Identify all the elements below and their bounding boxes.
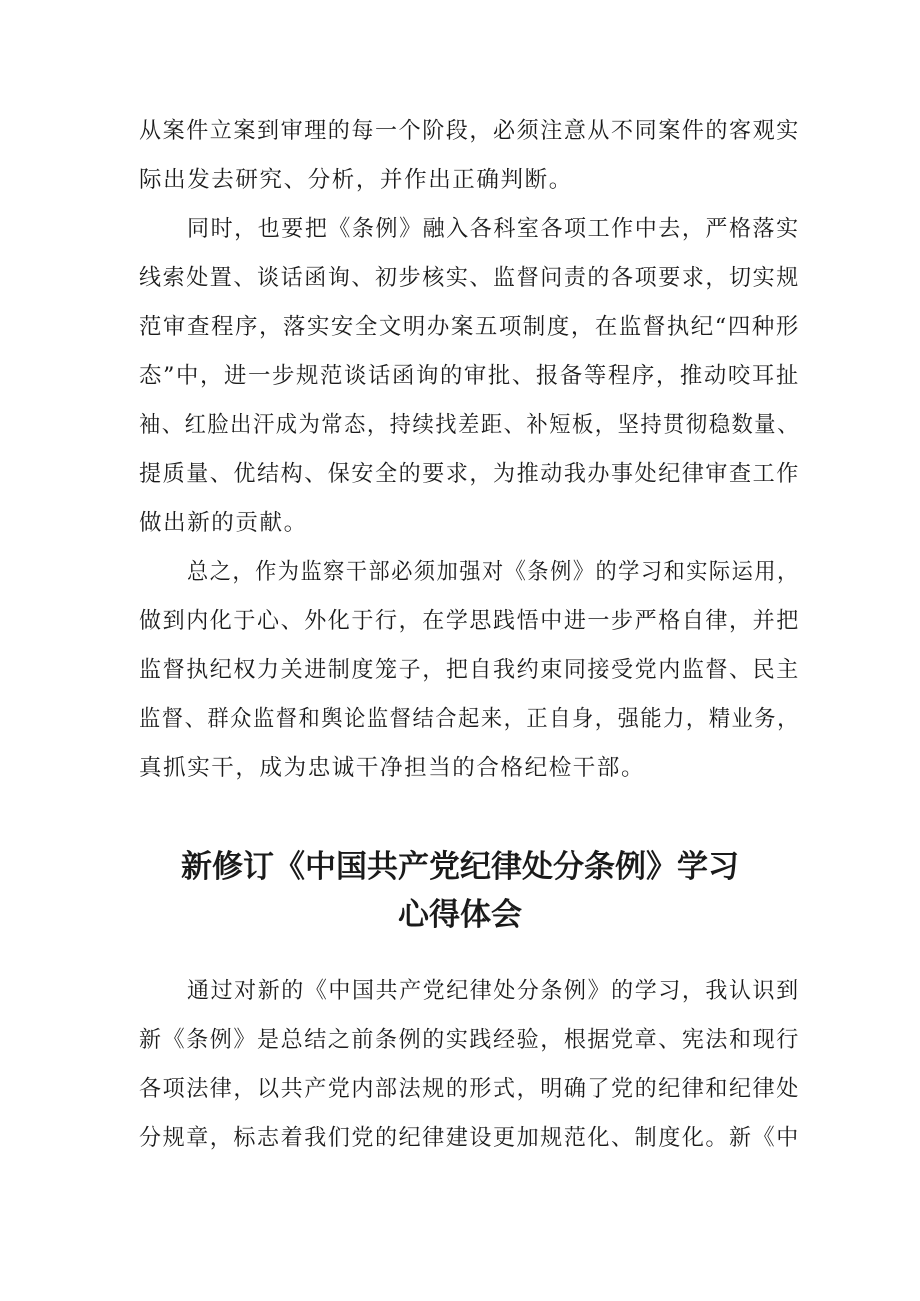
paragraph-3-line-5: 真抓实干，成为忠诚干净担当的合格纪检干部。 bbox=[139, 755, 646, 781]
paragraph-2-line-3: 范审查程序，落实安全文明办案五项制度，在监督执纪“四种形 bbox=[139, 314, 800, 340]
section-title-line-2: 心得体会 bbox=[398, 897, 522, 933]
paragraph-2-line-2: 线索处置、谈话函询、初步核实、监督问责的各项要求，切实规 bbox=[139, 265, 800, 291]
section-title-line-1: 新修订《中国共产党纪律处分条例》学习 bbox=[181, 849, 739, 885]
paragraph-2-line-6: 提质量、优结构、保安全的要求，为推动我办事处纪律审查工作 bbox=[139, 461, 800, 487]
intro-line-3: 各项法律，以共产党内部法规的形式，明确了党的纪律和纪律处 bbox=[139, 1076, 800, 1102]
paragraph-2-line-1: 同时，也要把《条例》融入各科室各项工作中去，严格落实 bbox=[187, 216, 800, 242]
intro-line-1: 通过对新的《中国共产党纪律处分条例》的学习，我认识到 bbox=[187, 978, 800, 1004]
paragraph-3-line-1: 总之，作为监察干部必须加强对《条例》的学习和实际运用， bbox=[187, 559, 800, 585]
paragraph-3-line-3: 监督执纪权力关进制度笼子，把自我约束同接受党内监督、民主 bbox=[139, 657, 800, 683]
intro-line-4: 分规章，标志着我们党的纪律建设更加规范化、制度化。新《中 bbox=[139, 1125, 800, 1151]
paragraph-2-line-5: 袖、红脸出汗成为常态，持续找差距、补短板，坚持贯彻稳数量、 bbox=[139, 412, 800, 438]
paragraph-1-line-2: 际出发去研究、分析，并作出正确判断。 bbox=[139, 167, 573, 193]
paragraph-3-line-2: 做到内化于心、外化于行，在学思践悟中进一步严格自律，并把 bbox=[139, 608, 800, 634]
paragraph-2-line-4: 态”中，进一步规范谈话函询的审批、报备等程序，推动咬耳扯 bbox=[139, 363, 800, 389]
paragraph-1-line-1: 从案件立案到审理的每一个阶段，必须注意从不同案件的客观实 bbox=[139, 118, 800, 144]
paragraph-2-line-7: 做出新的贡献。 bbox=[139, 510, 308, 536]
paragraph-3-line-4: 监督、群众监督和舆论监督结合起来，正自身，强能力，精业务， bbox=[139, 706, 800, 732]
intro-line-2: 新《条例》是总结之前条例的实践经验，根据党章、宪法和现行 bbox=[139, 1027, 800, 1053]
